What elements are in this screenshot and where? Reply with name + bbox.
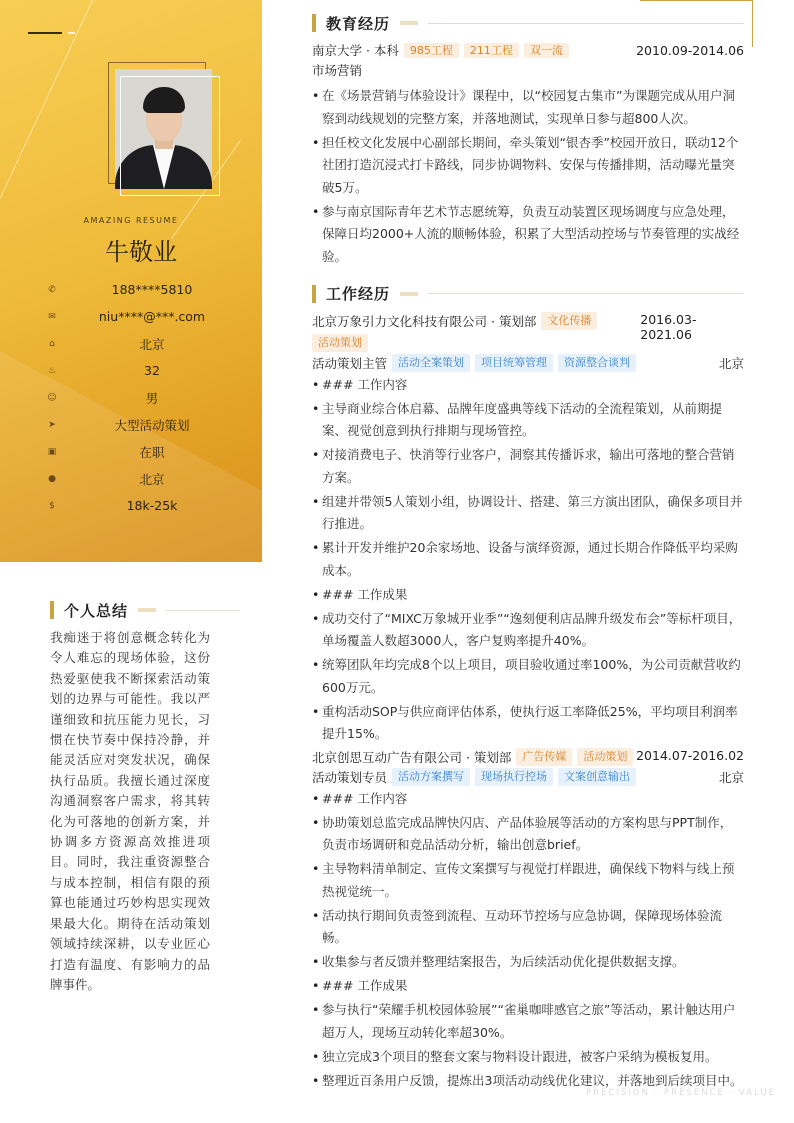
job-role-group xyxy=(312,354,636,372)
education-heading xyxy=(312,13,744,33)
skill-tag: 资源整合谈判 xyxy=(558,354,636,372)
info-row xyxy=(46,276,246,303)
send-icon: ➤ xyxy=(48,419,56,430)
job-bullet: • ### 工作内容 xyxy=(312,788,744,811)
job-bullets xyxy=(312,788,744,1093)
job-date: 2016.03-2021.06 xyxy=(640,311,697,342)
job-role-row xyxy=(312,768,744,786)
job-company-group xyxy=(312,748,633,766)
job-bullet: • 活动执行期间负责签到流程、互动环节控场与应急协调，保障现场体验流畅。 xyxy=(312,905,744,950)
job-bullet: • ### 工作成果 xyxy=(312,975,744,998)
industry-tag: 广告传媒 xyxy=(516,748,572,766)
job-city: 北京 xyxy=(718,769,744,785)
job-role: 活动策划主管 xyxy=(312,355,388,371)
resume-tagline: AMAZING RESUME xyxy=(83,216,179,225)
job-role-row xyxy=(312,354,744,372)
summary-title: 个人总结 xyxy=(64,601,129,620)
info-row xyxy=(46,465,246,492)
footer-motto: PRECISION · PRESENCE · VALUE xyxy=(586,1088,776,1098)
info-row xyxy=(46,384,246,411)
smile-icon: ☺ xyxy=(47,392,57,403)
education-major: 市场营销 xyxy=(312,63,363,78)
job-city: 北京 xyxy=(718,355,744,371)
skill-tag: 现场执行控场 xyxy=(475,768,553,786)
info-row xyxy=(46,492,246,519)
job-bullet: • 独立完成3个项目的整套文案与物料设计跟进，被客户采纳为模板复用。 xyxy=(312,1046,744,1069)
summary-text: 我痴迷于将创意概念转化为令人难忘的现场体验，这份热爱驱使我不断探索活动策划的边界与可能性。我以严谨细致和抗压能力见长，习惯在快节奏中保持冷静，并能灵活应对突发状况，确保执行品质。我擅长通过深度沟通洞察客户需求，将其转化为可落地的创新方案，并协调多方资源高效推进项目。同时，我注重资源整合与成本控制，相信有限的预算也能通过巧妙构思实现效果最大化。期待在活动策划领域持续深耕，以专业匠心打造有温度、有影响力的品牌事件。 xyxy=(50,630,210,992)
sidebar-accent-dot xyxy=(68,32,75,34)
job-bullet: • 协助策划总监完成品牌快闪店、产品体验展等活动的方案构思与PPT制作，负责市场调研和竞品活动分析，输出创意brief。 xyxy=(312,812,744,857)
info-row xyxy=(46,438,246,465)
job-bullets xyxy=(312,374,744,746)
info-value: 大型活动策划 xyxy=(114,417,190,433)
briefcase-icon: ▣ xyxy=(47,446,57,457)
education-bullet: • 在《场景营销与体验设计》课程中，以“校园复古集市”为课题完成从用户洞察到动线规划的完整方案，并落地测试，实现单日参与超800人次。 xyxy=(312,85,744,130)
job-company-group xyxy=(312,312,640,352)
education-date: 2010.09-2014.06 xyxy=(636,42,744,58)
job-bullet: • 累计开发并维护20余家场地、设备与演绎资源，通过长期合作降低平均采购成本。 xyxy=(312,537,744,582)
info-value: 在职 xyxy=(139,444,165,460)
money-icon: $ xyxy=(49,500,55,511)
job-date: 2014.07-2016.02 xyxy=(636,747,744,763)
education-tag: 211工程 xyxy=(464,43,519,58)
main-column xyxy=(312,0,744,1094)
skill-tag: 活动全案策划 xyxy=(392,354,470,372)
work-list xyxy=(312,312,744,1093)
photo-frame-outer xyxy=(120,76,220,196)
phone-icon: ✆ xyxy=(48,284,56,295)
cake-icon: ♨ xyxy=(47,365,57,376)
info-row xyxy=(46,330,246,357)
skill-tag: 活动方案撰写 xyxy=(392,768,470,786)
info-row xyxy=(46,303,246,330)
job-bullet: • 主导物料清单制定、宣传文案撰写与视觉打样跟进，确保线下物料与线上预热视觉统一。 xyxy=(312,858,744,903)
education-bullet: • 参与南京国际青年艺术节志愿统筹，负责互动装置区现场调度与应急处理，保障日均2000+人流的顺畅体验，积累了大型活动控场与节奏管理的实战经验。 xyxy=(312,201,744,269)
education-bullets xyxy=(312,85,744,268)
sidebar-accent-bar xyxy=(28,32,62,34)
job-header xyxy=(312,312,744,352)
info-value: 北京 xyxy=(139,336,165,352)
job-bullet: • ### 工作内容 xyxy=(312,374,744,397)
job-bullet: • 组建并带领5人策划小组，协调设计、搭建、第三方演出团队，确保多项目并行推进。 xyxy=(312,491,744,536)
skill-tag: 项目统筹管理 xyxy=(475,354,553,372)
sidebar-decoration-line xyxy=(0,0,121,267)
home-icon: ⌂ xyxy=(49,338,55,349)
info-row xyxy=(46,357,246,384)
job-bullet: • 收集参与者反馈并整理结案报告，为后续活动优化提供数据支撑。 xyxy=(312,951,744,974)
info-value: 18k-25k xyxy=(126,498,178,513)
education-tag: 985工程 xyxy=(404,43,459,58)
education-row xyxy=(312,41,744,59)
summary-heading xyxy=(50,600,240,620)
job-entry xyxy=(312,748,744,1093)
contact-info-list xyxy=(46,276,246,519)
job-entry xyxy=(312,312,744,746)
company-name: 北京创思互动广告有限公司 · 策划部 xyxy=(312,749,512,765)
job-bullet: • 参与执行“荣耀手机校园体验展”“雀巢咖啡感官之旅”等活动，累计触达用户超万人，现场互动转化率超30%。 xyxy=(312,999,744,1044)
work-heading xyxy=(312,284,744,304)
job-bullet: • 主导商业综合体启幕、品牌年度盛典等线下活动的全流程策划，从前期提案、视觉创意到执行排期与现场管控。 xyxy=(312,398,744,443)
candidate-name: 牛敬业 xyxy=(105,238,177,266)
job-bullet: • 成功交付了“MIXC万象城开业季”“逸刻便利店品牌升级发布会”等标杆项目，单场覆盖人数超3000人，客户复购率提升40%。 xyxy=(312,608,744,653)
industry-tag: 文化传播 xyxy=(541,312,597,330)
info-value: 男 xyxy=(145,390,159,406)
education-tag: 双一流 xyxy=(524,43,569,58)
job-role-group xyxy=(312,768,636,786)
sidebar xyxy=(0,0,262,562)
info-row xyxy=(46,411,246,438)
job-bullet: • 整理近百条用户反馈，提炼出3项活动动线优化建议，并落地到后续项目中。 xyxy=(312,1070,744,1093)
job-bullet: • 重构活动SOP与供应商评估体系，使执行返工率降低25%，平均项目利润率提升15%。 xyxy=(312,701,744,746)
education-title: 教育经历 xyxy=(326,14,391,33)
job-role: 活动策划专员 xyxy=(312,769,388,785)
info-value: 北京 xyxy=(139,471,165,487)
location-icon: ● xyxy=(48,473,56,484)
mail-icon: ✉ xyxy=(48,311,56,322)
job-bullet: • 对接消费电子、快消等行业客户，洞察其传播诉求，输出可落地的整合营销方案。 xyxy=(312,444,744,489)
industry-tag: 活动策划 xyxy=(577,748,633,766)
industry-tag: 活动策划 xyxy=(312,334,368,352)
job-header xyxy=(312,748,744,766)
job-bullet: • 统筹团队年均完成8个以上项目，项目验收通过率100%，为公司贡献营收约600万元。 xyxy=(312,654,744,699)
education-bullet: • 担任校文化发展中心副部长期间，牵头策划“银杏季”校园开放日，联动12个社团打造沉浸式打卡路线，同步协调物料、安保与传播排期，活动曝光量突破5万。 xyxy=(312,132,744,200)
info-value: niu****@***.com xyxy=(98,309,206,324)
job-bullet: • ### 工作成果 xyxy=(312,584,744,607)
school-name: 南京大学 · 本科 xyxy=(312,43,399,58)
company-name: 北京万象引力文化科技有限公司 · 策划部 xyxy=(312,313,537,329)
skill-tag: 文案创意输出 xyxy=(558,768,636,786)
info-value: 188****5810 xyxy=(111,282,193,297)
info-value: 32 xyxy=(144,363,160,378)
work-title: 工作经历 xyxy=(326,285,391,303)
